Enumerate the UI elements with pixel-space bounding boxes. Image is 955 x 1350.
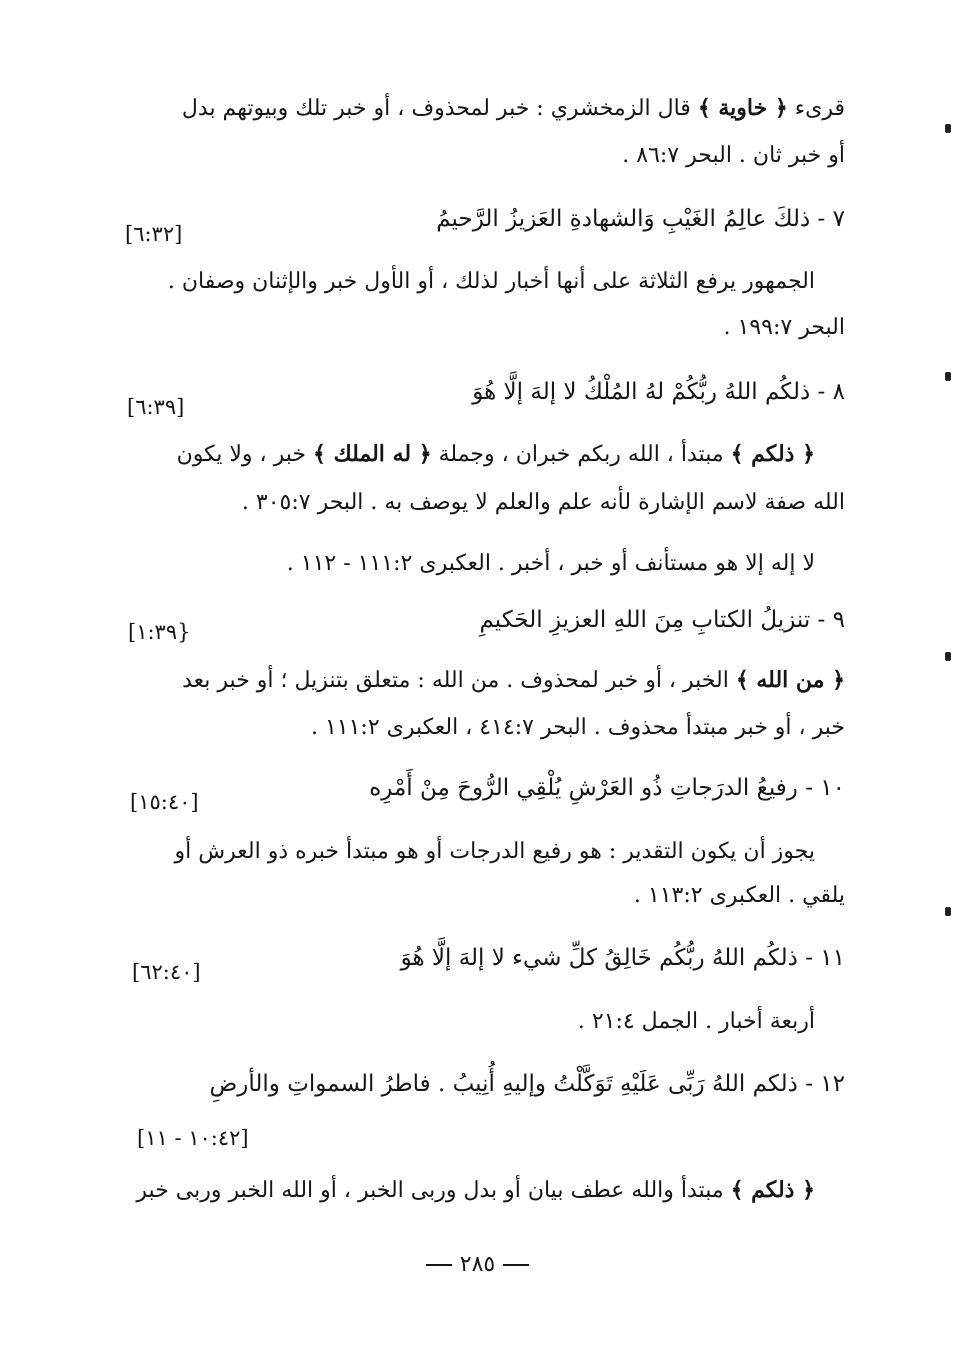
verse-reference: [٦:٣٢] [125,222,183,246]
verse-reference: [٦:٣٩] [127,395,185,419]
text-line [182,664,845,697]
dash-right [503,1264,529,1266]
scan-mark [945,372,951,381]
text-line: الجمهور يرفع الثلاثة على أنها أخبار لذلك ، أو الأول خبر والإثنان وصفان . [167,269,815,294]
text-line: أربعة أخبار . الجمل ٢١:٤ . [577,1009,815,1034]
text-line [136,1174,815,1207]
dash-left [426,1264,452,1266]
bold-term: ﴿ ذلكم ﴾ [730,441,815,467]
verse-heading: ٩ - تنزيلُ الكتابِ مِنَ اللهِ العزيزِ الحَكيمِ [479,607,845,633]
verse-heading: ١٠ - رفيعُ الدرَجاتِ ذُو العَرْشِ يُلْقِي الرُّوحَ مِنْ أَمْرِه [369,775,845,801]
page-number-value: ٢٨٥ [459,1252,496,1277]
bold-term: ﴿ له الملك ﴾ [313,441,432,467]
verse-reference: [١:٣٩} [128,620,191,644]
bold-term: ﴿ من الله ﴾ [735,667,845,693]
text-line: لا إله إلا هو مستأنف أو خبر ، أخبر . العكبرى ١١١:٢ - ١١٢ . [286,551,815,576]
line-segment: قرىء [787,96,845,121]
bold-term: ﴿ ذلكم ﴾ [730,1177,815,1203]
line-segment: مبتدأ ، الله ربكم خبران ، وجملة [431,442,731,467]
text-line: خبر ، أو خبر مبتدأ محذوف . البحر ٤١٤:٧ ، العكبرى ١١١:٢ . [310,715,845,740]
verse-reference: [١٠:٤٢ - ١١] [137,1126,249,1150]
page-number [0,1250,955,1280]
text-line: يلقي . العكبرى ١١٣:٢ . [633,883,845,908]
scan-mark [945,124,951,133]
text-line: أو خبر ثان . البحر ٨٦:٧ . [622,143,845,168]
verse-reference: [٦٢:٤٠] [132,960,201,984]
verse-heading: ٨ - ذلكُم اللهُ ربُّكُمْ لهُ المُلْكُ لا إلهَ إلَّا هُوَ [472,379,845,405]
verse-reference: [١٥:٤٠] [130,790,199,814]
text-line [177,438,815,471]
scan-mark [945,907,951,916]
line-segment: مبتدأ والله عطف بيان أو بدل وربى الخبر ، أو الله الخبر وربى خبر [136,1178,731,1203]
text-line: الله صفة لاسم الإشارة لأنه علم والعلم لا يوصف به . البحر ٣٠٥:٧ . [241,490,845,515]
text-line: يجوز أن يكون التقدير : هو رفيع الدرجات أو هو مبتدأ خبره ذو العرش أو [174,839,815,864]
verse-heading: ١٢ - ذلكم اللهُ رَبِّى عَلَيْهِ تَوَكَّلْتُ وإليهِ أُنِيبُ . فاطرُ السمواتِ والأرضِ [209,1071,845,1097]
verse-heading: ١١ - ذلكُم اللهُ ربُّكُم خَالِقُ كلِّ شيء لا إلهَ إلَّا هُوَ [400,945,845,971]
text-line: البحر ١٩٩:٧ . [723,315,845,340]
verse-heading: ٧ - ذلكَ عالِمُ الغَيْبِ وَالشهادةِ العَزيزُ الرَّحيمُ [436,206,845,232]
text-line [125,92,845,125]
line-segment: قال الزمخشري : خبر لمحذوف ، أو خبر تلك وبيوتهم بدل [181,96,698,121]
bold-term: ﴿ خاوية ﴾ [697,95,788,121]
scan-mark [945,652,951,661]
line-segment: الخبر ، أو خبر لمحذوف . من الله : متعلق بتنزيل ؛ أو خبر بعد [182,668,736,693]
line-segment: خبر ، ولا يكون [176,442,314,467]
